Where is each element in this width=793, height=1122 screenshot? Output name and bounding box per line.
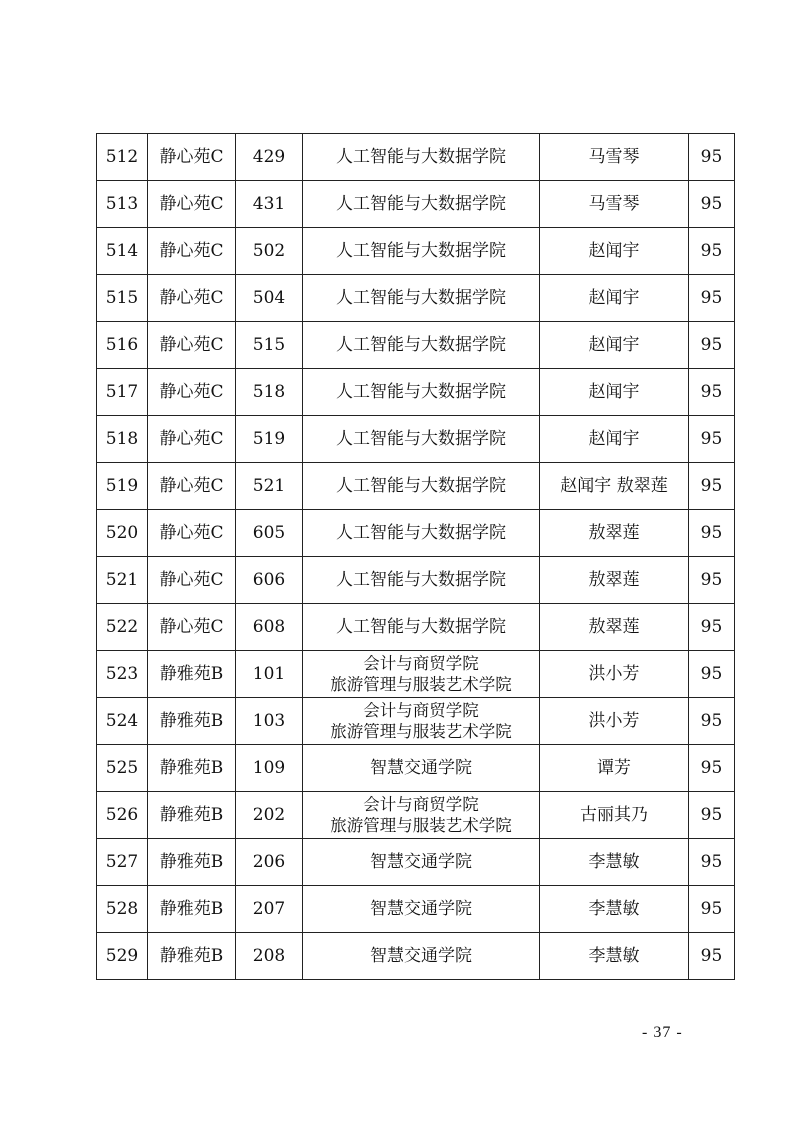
row-number-cell: 514 (97, 228, 148, 275)
person-cell: 古丽其乃 (540, 792, 689, 839)
room-cell: 109 (236, 745, 303, 792)
college-cell (303, 181, 540, 228)
room-cell: 206 (236, 839, 303, 886)
college-cell (303, 322, 540, 369)
room-cell: 208 (236, 933, 303, 980)
table-row (97, 181, 735, 228)
building-cell: 静心苑C (148, 557, 236, 604)
room-cell: 519 (236, 416, 303, 463)
score-cell: 95 (689, 792, 735, 839)
score-cell: 95 (689, 510, 735, 557)
row-number-cell: 520 (97, 510, 148, 557)
college-name: 人工智能与大数据学院 (336, 241, 506, 261)
building-cell: 静心苑C (148, 275, 236, 322)
college-name: 人工智能与大数据学院 (336, 617, 506, 637)
row-number-cell: 512 (97, 134, 148, 181)
building-cell: 静心苑C (148, 369, 236, 416)
row-number-cell: 518 (97, 416, 148, 463)
college-name: 智慧交通学院 (370, 852, 472, 872)
college-cell (303, 933, 540, 980)
score-cell: 95 (689, 181, 735, 228)
table-row (97, 651, 735, 698)
college-name: 会计与商贸学院 (363, 795, 479, 814)
college-name: 人工智能与大数据学院 (336, 335, 506, 355)
person-cell: 李慧敏 (540, 933, 689, 980)
person-cell: 敖翠莲 (540, 510, 689, 557)
person-cell: 赵闻宇 (540, 322, 689, 369)
room-cell: 606 (236, 557, 303, 604)
college-name: 人工智能与大数据学院 (336, 194, 506, 214)
college-cell (303, 886, 540, 933)
building-cell: 静心苑C (148, 416, 236, 463)
row-number-cell: 529 (97, 933, 148, 980)
college-name: 人工智能与大数据学院 (336, 288, 506, 308)
college-cell (303, 792, 540, 839)
building-cell: 静雅苑B (148, 698, 236, 745)
room-cell: 518 (236, 369, 303, 416)
college-name: 人工智能与大数据学院 (336, 570, 506, 590)
building-cell: 静雅苑B (148, 839, 236, 886)
table-row (97, 369, 735, 416)
college-cell (303, 228, 540, 275)
college-cell (303, 416, 540, 463)
building-cell: 静心苑C (148, 134, 236, 181)
table-row (97, 698, 735, 745)
score-cell: 95 (689, 416, 735, 463)
person-cell: 赵闻宇 (540, 416, 689, 463)
college-name: 智慧交通学院 (370, 758, 472, 778)
row-number-cell: 516 (97, 322, 148, 369)
page-number: - 37 - (642, 1024, 683, 1041)
building-cell: 静雅苑B (148, 745, 236, 792)
room-cell: 605 (236, 510, 303, 557)
college-cell (303, 510, 540, 557)
score-cell: 95 (689, 557, 735, 604)
college-name: 旅游管理与服装艺术学院 (330, 722, 512, 741)
table-row (97, 322, 735, 369)
room-cell: 429 (236, 134, 303, 181)
building-cell: 静心苑C (148, 510, 236, 557)
college-cell (303, 369, 540, 416)
row-number-cell: 517 (97, 369, 148, 416)
table-row (97, 275, 735, 322)
college-name: 会计与商贸学院 (363, 654, 479, 673)
person-cell: 马雪琴 (540, 181, 689, 228)
college-name: 人工智能与大数据学院 (336, 382, 506, 402)
college-name: 旅游管理与服装艺术学院 (330, 816, 512, 835)
building-cell: 静雅苑B (148, 933, 236, 980)
table-row (97, 604, 735, 651)
table-row (97, 134, 735, 181)
score-cell: 95 (689, 933, 735, 980)
person-cell: 谭芳 (540, 745, 689, 792)
room-cell: 103 (236, 698, 303, 745)
person-cell: 赵闻宇 (540, 369, 689, 416)
row-number-cell: 515 (97, 275, 148, 322)
college-cell (303, 604, 540, 651)
score-cell: 95 (689, 745, 735, 792)
row-number-cell: 527 (97, 839, 148, 886)
row-number-cell: 524 (97, 698, 148, 745)
score-cell: 95 (689, 839, 735, 886)
room-cell: 502 (236, 228, 303, 275)
college-name: 人工智能与大数据学院 (336, 476, 506, 496)
table-row (97, 886, 735, 933)
college-name: 智慧交通学院 (370, 899, 472, 919)
row-number-cell: 526 (97, 792, 148, 839)
row-number-cell: 519 (97, 463, 148, 510)
person-cell: 敖翠莲 (540, 557, 689, 604)
person-cell: 李慧敏 (540, 886, 689, 933)
person-cell: 敖翠莲 (540, 604, 689, 651)
table-row (97, 463, 735, 510)
score-cell: 95 (689, 886, 735, 933)
person-cell: 马雪琴 (540, 134, 689, 181)
college-cell (303, 134, 540, 181)
score-cell: 95 (689, 463, 735, 510)
college-name: 人工智能与大数据学院 (336, 147, 506, 167)
room-cell: 431 (236, 181, 303, 228)
person-cell: 洪小芳 (540, 651, 689, 698)
row-number-cell: 521 (97, 557, 148, 604)
person-cell: 赵闻宇 敖翠莲 (540, 463, 689, 510)
room-cell: 202 (236, 792, 303, 839)
college-name: 人工智能与大数据学院 (336, 429, 506, 449)
person-cell: 洪小芳 (540, 698, 689, 745)
room-cell: 608 (236, 604, 303, 651)
room-cell: 515 (236, 322, 303, 369)
building-cell: 静雅苑B (148, 792, 236, 839)
table-row (97, 792, 735, 839)
score-cell: 95 (689, 651, 735, 698)
score-cell: 95 (689, 322, 735, 369)
college-name: 人工智能与大数据学院 (336, 523, 506, 543)
college-name: 旅游管理与服装艺术学院 (330, 675, 512, 694)
building-cell: 静心苑C (148, 463, 236, 510)
score-cell: 95 (689, 134, 735, 181)
building-cell: 静雅苑B (148, 886, 236, 933)
college-cell (303, 651, 540, 698)
building-cell: 静心苑C (148, 322, 236, 369)
row-number-cell: 528 (97, 886, 148, 933)
college-name: 会计与商贸学院 (363, 701, 479, 720)
person-cell: 赵闻宇 (540, 228, 689, 275)
row-number-cell: 523 (97, 651, 148, 698)
table-body (97, 134, 735, 980)
row-number-cell: 522 (97, 604, 148, 651)
table-row (97, 416, 735, 463)
college-cell (303, 745, 540, 792)
person-cell: 赵闻宇 (540, 275, 689, 322)
college-cell (303, 698, 540, 745)
room-cell: 521 (236, 463, 303, 510)
table-row (97, 933, 735, 980)
building-cell: 静心苑C (148, 604, 236, 651)
table-row (97, 510, 735, 557)
college-cell (303, 275, 540, 322)
table-row (97, 228, 735, 275)
building-cell: 静心苑C (148, 181, 236, 228)
room-cell: 504 (236, 275, 303, 322)
score-cell: 95 (689, 275, 735, 322)
room-cell: 101 (236, 651, 303, 698)
building-cell: 静心苑C (148, 228, 236, 275)
score-cell: 95 (689, 369, 735, 416)
room-cell: 207 (236, 886, 303, 933)
score-cell: 95 (689, 228, 735, 275)
college-name: 智慧交通学院 (370, 946, 472, 966)
person-cell: 李慧敏 (540, 839, 689, 886)
score-cell: 95 (689, 698, 735, 745)
table-row (97, 839, 735, 886)
building-cell: 静雅苑B (148, 651, 236, 698)
table-row (97, 745, 735, 792)
score-cell: 95 (689, 604, 735, 651)
row-number-cell: 525 (97, 745, 148, 792)
college-cell (303, 463, 540, 510)
row-number-cell: 513 (97, 181, 148, 228)
dormitory-score-table (96, 133, 735, 980)
table-row (97, 557, 735, 604)
college-cell (303, 839, 540, 886)
college-cell (303, 557, 540, 604)
